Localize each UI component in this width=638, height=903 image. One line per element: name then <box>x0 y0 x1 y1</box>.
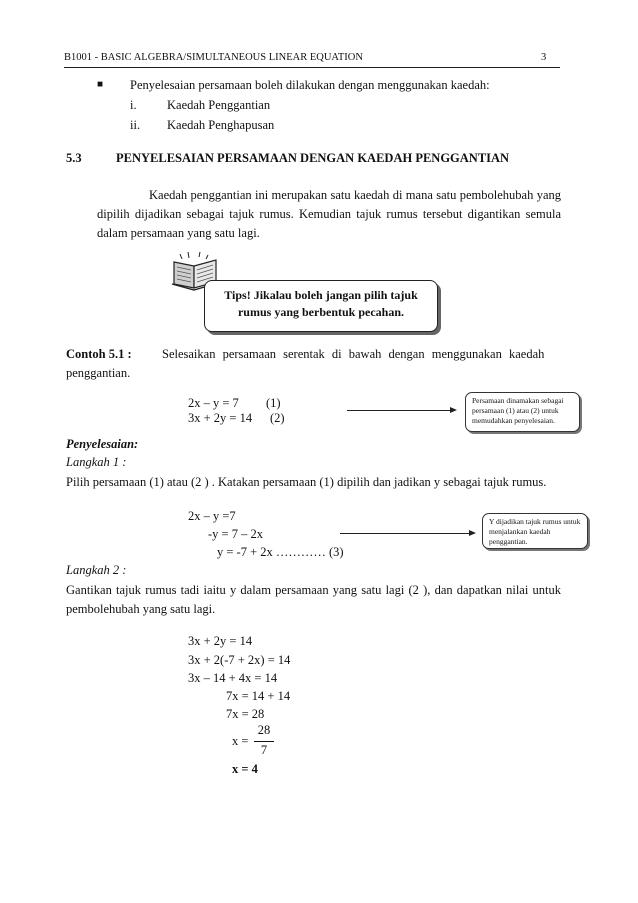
method-number-1: i. <box>130 98 137 112</box>
arrow-to-note-1 <box>347 410 455 411</box>
page-header-title: B1001 - BASIC ALGEBRA/SIMULTANEOUS LINEAR EQUATION <box>64 52 363 63</box>
step-1-label: Langkah 1 : <box>66 455 127 469</box>
fraction-denominator: 7 <box>260 743 268 757</box>
method-label-2: Kaedah Penghapusan <box>167 118 275 132</box>
step-2-text: Gantikan tajuk rumus tadi iaitu y dalam persamaan yang satu lagi (2 ), dan dapatkan nilai untuk pembolehubah yang satu lagi. <box>66 583 561 616</box>
example-text: Selesaikan persamaan serentak di bawah dengan menggunakan kaedah <box>162 347 545 361</box>
arrow-to-note-2 <box>340 533 474 534</box>
fraction-bar <box>254 741 274 742</box>
note-equation-naming: Persamaan dinamakan sebagai persamaan (1) atau (2) untuk memudahkan penyelesaian. <box>465 392 580 432</box>
tips-line-2: rumus yang berbentuk pecahan. <box>237 305 405 319</box>
bullet-text: Penyelesaian persamaan boleh dilakukan dengan menggunakan kaedah: <box>130 78 490 92</box>
fraction-lhs: x = <box>232 734 249 748</box>
equation-2: 3x + 2y = 14 <box>188 411 253 425</box>
bullet-icon: ■ <box>97 79 104 90</box>
step-2-line-2: 3x + 2(-7 + 2x) = 14 <box>188 653 291 667</box>
header-rule <box>64 67 560 68</box>
fraction-numerator: 28 <box>257 723 271 737</box>
final-result: x = 4 <box>232 762 258 776</box>
note-subject-formula: Y dijadikan tajuk rumus untuk menjalankan kaedah penggantian. <box>482 513 588 549</box>
tips-box <box>204 280 438 332</box>
example-text-2: penggantian. <box>66 366 131 380</box>
step-1-line-1: 2x – y =7 <box>188 509 236 523</box>
step-2-label: Langkah 2 : <box>66 563 127 577</box>
step-2-line-5: 7x = 28 <box>226 707 265 721</box>
method-label-1: Kaedah Penggantian <box>167 98 271 112</box>
step-2-line-3: 3x – 14 + 4x = 14 <box>188 671 278 685</box>
equation-2-tag: (2) <box>270 411 285 425</box>
step-1-line-2: -y = 7 – 2x <box>208 527 263 541</box>
step-1-text: Pilih persamaan (1) atau (2 ) . Katakan persamaan (1) dipilih dan jadikan y sebagai tajuk rumus. <box>66 475 547 489</box>
step-2-line-1: 3x + 2y = 14 <box>188 634 253 648</box>
step-2-line-4: 7x = 14 + 14 <box>226 689 291 703</box>
equation-1-tag: (1) <box>266 396 281 410</box>
section-title: PENYELESAIAN PERSAMAAN DENGAN KAEDAH PENGGANTIAN <box>116 151 510 165</box>
step-1-line-3: y = -7 + 2x ………… (3) <box>217 545 344 559</box>
section-number: 5.3 <box>66 151 82 165</box>
solution-heading: Penyelesaian: <box>66 437 139 451</box>
equation-1: 2x – y = 7 <box>188 396 239 410</box>
method-number-2: ii. <box>130 118 141 132</box>
section-paragraph: Kaedah penggantian ini merupakan satu kaedah di mana satu pembolehubah yang dipilih dijadikan sebagai tajuk rumus. Kemudian tajuk rumus tersebut digantikan semula dalam persamaan yang satu lagi. <box>97 188 561 240</box>
page-number: 3 <box>541 52 547 63</box>
example-label: Contoh 5.1 : <box>66 347 132 361</box>
tips-line-1: Tips! Jikalau boleh jangan pilih tajuk <box>224 288 418 302</box>
